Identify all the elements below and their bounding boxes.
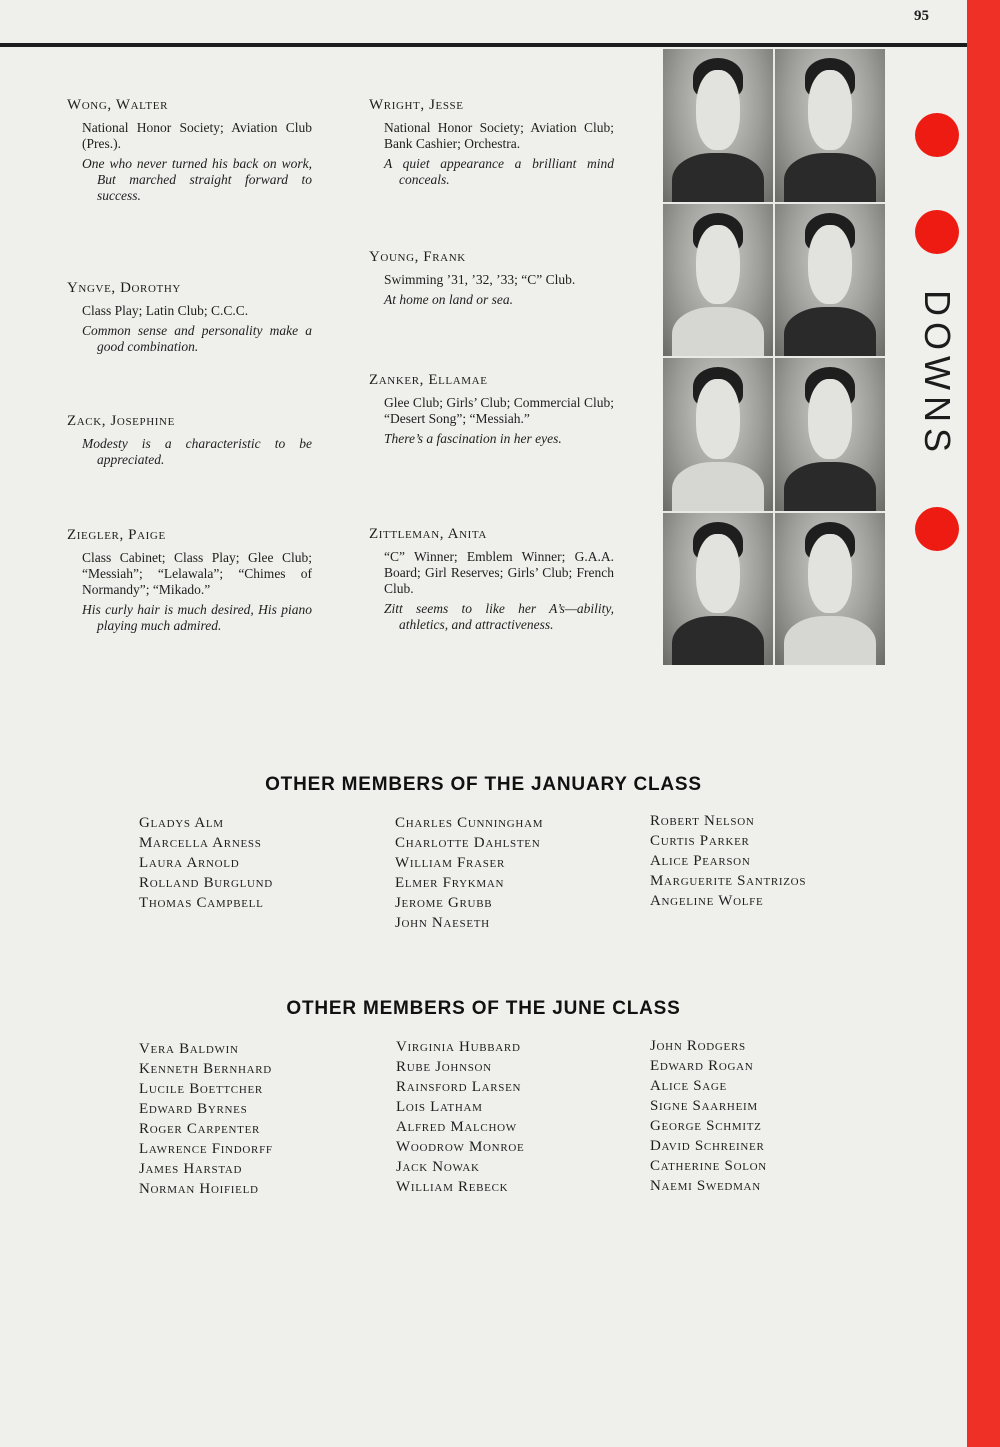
member-name: Thomas Campbell xyxy=(139,895,264,911)
senior-quote: There’s a fascination in her eyes. xyxy=(384,431,562,446)
june-name-column xyxy=(396,1037,524,1197)
senior-quote: A quiet appearance a brilliant mind conceals. xyxy=(384,156,614,187)
member-name: Vera Baldwin xyxy=(139,1041,239,1057)
member-name: David Schreiner xyxy=(650,1138,765,1154)
june-name-column xyxy=(139,1039,273,1199)
senior-activities: Class Cabinet; Class Play; Glee Club; “Messiah”; “Lelawala”; “Chimes of Normandy”; “Mikado.” xyxy=(82,550,312,597)
member-name: Naemi Swedman xyxy=(650,1178,761,1194)
senior-entry xyxy=(369,97,614,188)
june-class-heading: OTHER MEMBERS OF THE JUNE CLASS xyxy=(286,998,681,1019)
member-name: Roger Carpenter xyxy=(139,1121,261,1137)
member-name: Angeline Wolfe xyxy=(650,893,764,909)
member-name: George Schmitz xyxy=(650,1118,762,1134)
senior-activities: Glee Club; Girls’ Club; Commercial Club; “Desert Song”; “Messiah.” xyxy=(384,395,614,426)
senior-name: Young, Frank xyxy=(369,249,466,265)
senior-quote: Common sense and personality make a good combination. xyxy=(82,323,312,354)
senior-entry xyxy=(369,249,614,308)
member-name: Norman Hoifield xyxy=(139,1181,259,1197)
member-name: Curtis Parker xyxy=(650,833,750,849)
member-name: Robert Nelson xyxy=(650,813,755,829)
january-name-column xyxy=(650,811,806,911)
member-name: William Rebeck xyxy=(396,1179,509,1195)
senior-activities: Swimming ’31, ’32, ’33; “C” Club. xyxy=(384,272,576,287)
portrait-photo xyxy=(663,49,773,202)
senior-entry xyxy=(67,527,312,634)
january-name-column xyxy=(395,813,543,933)
member-name: Marcella Arness xyxy=(139,835,262,851)
senior-quote: One who never turned his back on work, But marched straight forward to success. xyxy=(82,156,312,203)
senior-activities: National Honor Society; Aviation Club; Bank Cashier; Orchestra. xyxy=(384,120,614,151)
senior-name: Yngve, Dorothy xyxy=(67,280,181,296)
senior-name: Zittleman, Anita xyxy=(369,526,487,542)
senior-name: Zanker, Ellamae xyxy=(369,372,488,388)
portrait-photo xyxy=(663,204,773,357)
member-name: Charles Cunningham xyxy=(395,815,544,831)
portrait-photo xyxy=(775,204,885,357)
red-dot-top xyxy=(915,113,959,157)
senior-activities: National Honor Society; Aviation Club (Pres.). xyxy=(82,120,312,151)
member-name: James Harstad xyxy=(139,1161,243,1177)
member-name: William Fraser xyxy=(395,855,505,871)
member-name: Signe Saarheim xyxy=(650,1098,758,1114)
senior-name: Wright, Jesse xyxy=(369,97,464,113)
member-name: Rube Johnson xyxy=(396,1059,492,1075)
member-name: Lois Latham xyxy=(396,1099,483,1115)
senior-entry xyxy=(369,526,614,633)
member-name: Lawrence Findorff xyxy=(139,1141,273,1157)
portrait-grid xyxy=(663,49,885,665)
member-name: Gladys Alm xyxy=(139,815,224,831)
page-number: 95 xyxy=(914,8,929,24)
department-title: DOWNS xyxy=(917,290,958,458)
senior-name: Wong, Walter xyxy=(67,97,169,113)
member-name: Marguerite Santrizos xyxy=(650,873,807,889)
top-rule xyxy=(0,43,967,47)
senior-name: Ziegler, Paige xyxy=(67,527,166,543)
senior-entry xyxy=(67,413,312,468)
senior-quote: Zitt seems to like her A’s—ability, athletics, and attractiveness. xyxy=(384,601,614,632)
red-dot-middle xyxy=(915,210,959,254)
senior-entry xyxy=(67,97,312,204)
june-name-column xyxy=(650,1036,767,1196)
side-strip xyxy=(967,0,1000,1447)
senior-quote: His curly hair is much desired, His piano playing much admired. xyxy=(82,602,312,633)
senior-entry xyxy=(67,280,312,355)
member-name: Woodrow Monroe xyxy=(396,1139,525,1155)
member-name: Edward Rogan xyxy=(650,1058,754,1074)
member-name: Edward Byrnes xyxy=(139,1101,248,1117)
senior-entry xyxy=(369,372,614,447)
senior-quote: At home on land or sea. xyxy=(384,292,513,307)
portrait-photo xyxy=(663,513,773,666)
member-name: Virginia Hubbard xyxy=(396,1039,521,1055)
january-name-column xyxy=(139,813,273,913)
member-name: Alfred Malchow xyxy=(396,1119,517,1135)
portrait-photo xyxy=(775,513,885,666)
member-name: Rolland Burglund xyxy=(139,875,273,891)
member-name: Laura Arnold xyxy=(139,855,240,871)
member-name: John Naeseth xyxy=(395,915,490,931)
portrait-photo xyxy=(775,358,885,511)
member-name: Catherine Solon xyxy=(650,1158,767,1174)
member-name: Charlotte Dahlsten xyxy=(395,835,541,851)
portrait-photo xyxy=(775,49,885,202)
member-name: Elmer Frykman xyxy=(395,875,505,891)
member-name: Alice Pearson xyxy=(650,853,751,869)
senior-quote: Modesty is a characteristic to be appreciated. xyxy=(82,436,312,467)
red-dot-bottom xyxy=(915,507,959,551)
member-name: Jack Nowak xyxy=(396,1159,480,1175)
senior-name: Zack, Josephine xyxy=(67,413,175,429)
member-name: Kenneth Bernhard xyxy=(139,1061,272,1077)
member-name: Lucile Boettcher xyxy=(139,1081,263,1097)
senior-activities: Class Play; Latin Club; C.C.C. xyxy=(82,303,249,318)
member-name: Alice Sage xyxy=(650,1078,727,1094)
senior-activities: “C” Winner; Emblem Winner; G.A.A. Board; Girl Reserves; Girls’ Club; French Club. xyxy=(384,549,614,596)
member-name: Jerome Grubb xyxy=(395,895,493,911)
portrait-photo xyxy=(663,358,773,511)
january-class-heading: OTHER MEMBERS OF THE JANUARY CLASS xyxy=(265,774,702,795)
member-name: Rainsford Larsen xyxy=(396,1079,522,1095)
member-name: John Rodgers xyxy=(650,1038,746,1054)
